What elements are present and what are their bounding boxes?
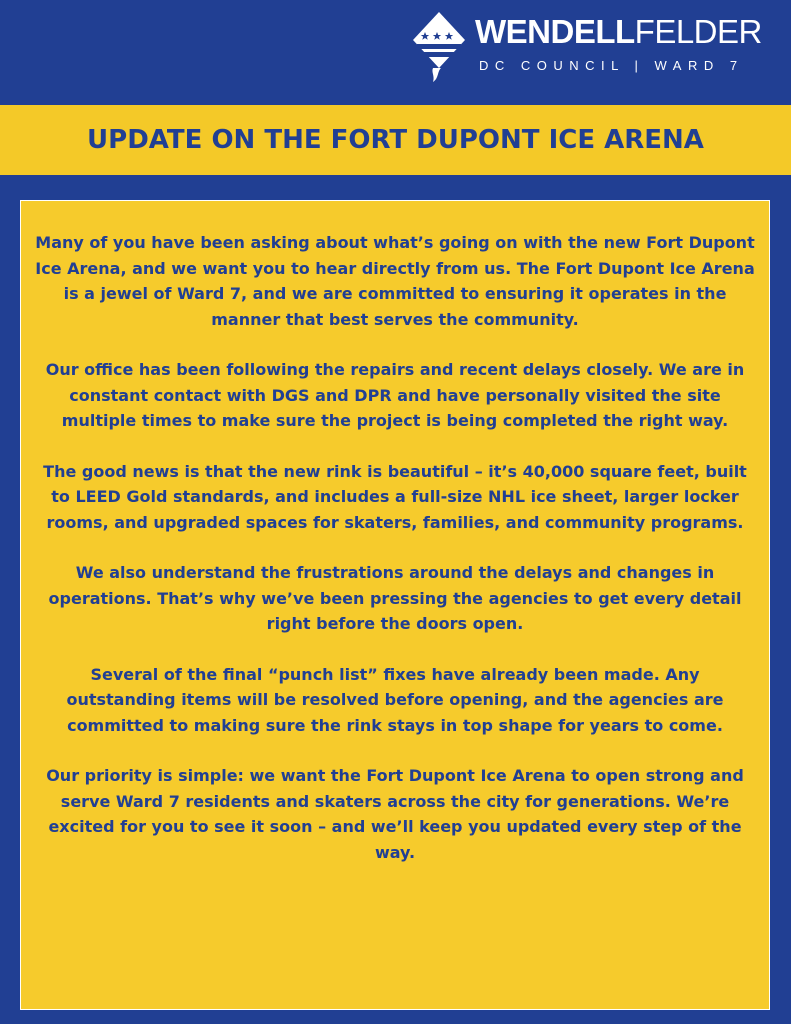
paragraph-6: Our priority is simple: we want the Fort Dupont Ice Arena to open strong and serve Ward 7 residents and skaters across the city for generations. We’re excited for you to see it soon – and we’ll keep you updated every step of the way. — [46, 766, 744, 862]
logo-last-name: FELDER — [634, 13, 762, 50]
dc-map-flag-icon — [411, 10, 467, 84]
title-band — [0, 105, 791, 175]
paragraph-5: Several of the final “punch list” fixes have already been made. Any outstanding items will be resolved before opening, and the agencies are committed to making sure the rink stays in top shape for years to come. — [66, 664, 724, 735]
logo-subtitle: DC COUNCIL | WARD 7 — [479, 58, 744, 73]
logo-first-name: WENDELL — [475, 13, 635, 50]
paragraph-3: The good news is that the new rink is beautiful – it’s 40,000 square feet, built to LEED Gold standards, and includes a full-size NHL ice sheet, larger locker rooms, and upgraded spaces for skaters, families, and community programs. — [43, 461, 747, 532]
logo-name — [475, 14, 762, 50]
paragraph-2: Our office has been following the repairs and recent delays closely. We are in constant contact with DGS and DPR and have personally visited the site multiple times to make sure the project is being completed the right way. — [45, 360, 745, 430]
content-box — [20, 200, 770, 1010]
paragraph-1: Many of you have been asking about what’s going on with the new Fort Dupont Ice Arena, and we want you to hear directly from us. The Fort Dupont Ice Arena is a jewel of Ward 7, and we are committed to ensuring it operates in the manner that best serves the community. — [35, 233, 755, 329]
wendell-felder-logo — [411, 10, 771, 86]
paragraph-4: We also understand the frustrations around the delays and changes in operations. That’s why we’ve been pressing the agencies to get every detail right before the doors open. — [48, 563, 742, 633]
header-banner — [0, 0, 791, 105]
page-title: UPDATE ON THE FORT DUPONT ICE ARENA — [87, 125, 704, 155]
